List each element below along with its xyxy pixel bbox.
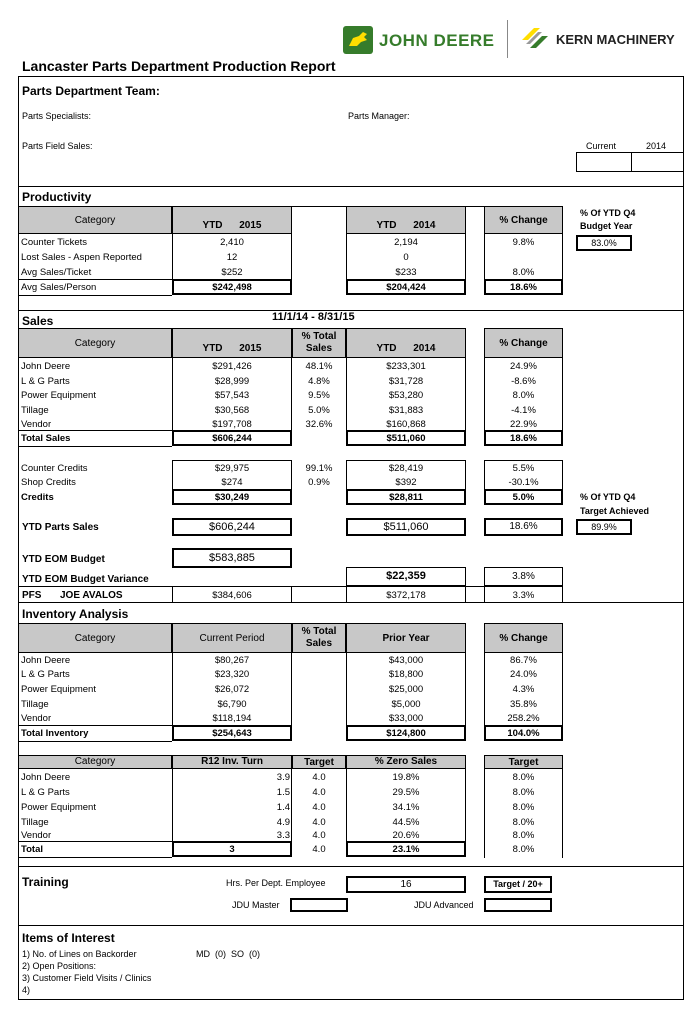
- inv-col-total: % Total Sales: [292, 623, 346, 653]
- report-title: Lancaster Parts Department Production Report: [22, 58, 336, 74]
- eom-budget-value: $583,885: [172, 548, 292, 568]
- divider: [484, 586, 485, 602]
- divider: [465, 206, 466, 280]
- divider: [346, 586, 347, 602]
- divider: [18, 857, 172, 858]
- divider: [562, 328, 563, 431]
- turn-col-target2: Target: [484, 755, 563, 769]
- year-box: [631, 152, 684, 172]
- hrs-value: 16: [346, 876, 466, 893]
- total-box: [484, 725, 563, 741]
- total-box: [346, 279, 466, 295]
- ytd-parts-2014: $511,060: [346, 518, 466, 536]
- total-box: [172, 279, 292, 295]
- divider: [346, 328, 347, 431]
- divider: [484, 328, 485, 431]
- divider: [346, 206, 347, 280]
- total-box: [346, 725, 466, 741]
- turn-col-turn: R12 Inv. Turn: [172, 755, 292, 769]
- year-label: 2014: [646, 141, 667, 151]
- prod-col-change: % Change: [484, 206, 563, 234]
- divider: [291, 460, 292, 490]
- sales-title: Sales: [22, 314, 54, 328]
- divider: [172, 623, 173, 726]
- divider: [562, 755, 563, 858]
- inv-col-prior: Prior Year: [346, 623, 466, 653]
- current-box: [576, 152, 632, 172]
- divider: [18, 841, 172, 842]
- parts-field-sales-label: Parts Field Sales:: [22, 141, 93, 151]
- divider: [18, 866, 684, 867]
- divider: [172, 755, 173, 842]
- q4-label: % Of YTD Q4: [580, 208, 636, 218]
- team-title: Parts Department Team:: [22, 84, 160, 98]
- productivity-title: Productivity: [22, 190, 92, 204]
- inventory-title: Inventory Analysis: [22, 607, 129, 621]
- total-box: [172, 430, 292, 446]
- interest-item: 1) No. of Lines on Backorder: [22, 949, 137, 959]
- current-label: Current: [586, 141, 617, 151]
- divider: [484, 623, 485, 726]
- interest-item: 3) Customer Field Visits / Clinics: [22, 973, 152, 983]
- eom-variance-label: YTD EOM Budget Variance: [22, 574, 149, 585]
- kern-wordmark: KERN MACHINERY: [556, 32, 675, 47]
- divider: [291, 206, 292, 280]
- divider: [346, 460, 466, 461]
- turn-col-target: Target: [292, 755, 346, 769]
- divider: [465, 623, 466, 726]
- backorder-values: MD (0) SO (0): [196, 949, 261, 959]
- q4-value-box: 83.0%: [576, 235, 632, 251]
- divider: [346, 755, 347, 842]
- divider: [291, 755, 292, 842]
- divider: [18, 186, 684, 187]
- divider: [18, 295, 172, 296]
- target-label-1: % Of YTD Q4: [580, 492, 636, 502]
- sales-period: 11/1/14 - 8/31/15: [272, 311, 355, 323]
- total-box: [346, 430, 466, 446]
- divider: [484, 460, 485, 490]
- training-title: Training: [22, 875, 69, 889]
- divider: [346, 623, 347, 726]
- total-box: [484, 430, 563, 446]
- total-box: [346, 841, 466, 857]
- ytd-parts-change: 18.6%: [484, 518, 563, 536]
- deer-icon: [343, 26, 373, 54]
- divider: [562, 586, 563, 602]
- total-box: [484, 279, 563, 295]
- prod-col-ytd-2014: YTD 2014: [346, 206, 466, 234]
- jdu-master-label: JDU Master: [232, 900, 280, 910]
- divider: [562, 206, 563, 280]
- divider: [484, 460, 563, 461]
- divider: [18, 602, 684, 603]
- divider: [172, 460, 173, 490]
- turn-col-category: Category: [18, 755, 172, 769]
- target-label-2: Target Achieved: [580, 506, 650, 516]
- interest-item: 4): [22, 985, 31, 995]
- inv-col-current: Current Period: [172, 623, 292, 653]
- total-box: [172, 489, 292, 505]
- parts-manager-label: Parts Manager:: [348, 111, 410, 121]
- divider: [172, 328, 173, 431]
- inv-col-category: Category: [18, 623, 172, 653]
- eom-variance-change: 3.8%: [484, 567, 563, 586]
- parts-specialists-label: Parts Specialists:: [22, 111, 92, 121]
- interest-item: 2) Open Positions:: [22, 961, 97, 971]
- turn-col-zero: % Zero Sales: [346, 755, 466, 769]
- divider: [291, 586, 292, 602]
- divider: [562, 623, 563, 726]
- eom-variance-value: $22,359: [346, 567, 466, 586]
- sales-col-total: % Total Sales: [292, 328, 346, 358]
- divider: [172, 460, 292, 461]
- jdu-advanced-label: JDU Advanced: [414, 900, 474, 910]
- pfs-change: 3.3%: [512, 590, 535, 601]
- divider: [484, 206, 485, 280]
- divider: [465, 755, 466, 842]
- divider: [18, 430, 172, 431]
- training-target: Target / 20+: [484, 876, 552, 893]
- total-box: [346, 489, 466, 505]
- divider: [18, 725, 172, 726]
- pfs-name: JOE AVALOS: [60, 590, 123, 601]
- john-deere-wordmark: JOHN DEERE: [379, 31, 495, 50]
- divider: [172, 206, 173, 280]
- sales-col-ytd-2015: YTD 2015: [172, 328, 292, 358]
- total-box: [172, 725, 292, 741]
- divider: [291, 328, 292, 431]
- sales-col-category: Category: [18, 328, 172, 358]
- divider: [465, 460, 466, 490]
- total-box: [172, 841, 292, 857]
- sales-col-change: % Change: [484, 328, 563, 358]
- divider: [291, 623, 292, 726]
- divider: [346, 460, 347, 490]
- eom-budget-label: YTD EOM Budget: [22, 554, 105, 565]
- sales-col-ytd-2014: YTD 2014: [346, 328, 466, 358]
- logo-divider: [507, 20, 508, 58]
- pfs-2014: $372,178: [386, 590, 426, 601]
- jdu-advanced-box[interactable]: [484, 898, 552, 912]
- divider: [18, 446, 172, 447]
- divider: [18, 741, 172, 742]
- pfs-2015: $384,606: [212, 590, 252, 601]
- prod-col-category: Category: [18, 206, 172, 234]
- divider: [562, 460, 563, 490]
- divider: [172, 586, 173, 602]
- ytd-parts-label: YTD Parts Sales: [22, 522, 99, 533]
- divider: [465, 586, 466, 602]
- divider: [18, 279, 172, 280]
- divider: [484, 755, 485, 858]
- total-box: [484, 489, 563, 505]
- pfs-label: PFS: [22, 590, 42, 601]
- divider: [465, 328, 466, 431]
- divider: [18, 925, 684, 926]
- inv-col-change: % Change: [484, 623, 563, 653]
- jdu-master-box[interactable]: [290, 898, 348, 912]
- ytd-parts-2015: $606,244: [172, 518, 292, 536]
- hrs-label: Hrs. Per Dept. Employee: [226, 878, 326, 888]
- interest-title: Items of Interest: [22, 931, 115, 945]
- prod-col-ytd-2015: YTD 2015: [172, 206, 292, 234]
- budget-year-label: Budget Year: [580, 221, 633, 231]
- kern-mark-icon: [520, 26, 550, 52]
- target-value-box: 89.9%: [576, 519, 632, 535]
